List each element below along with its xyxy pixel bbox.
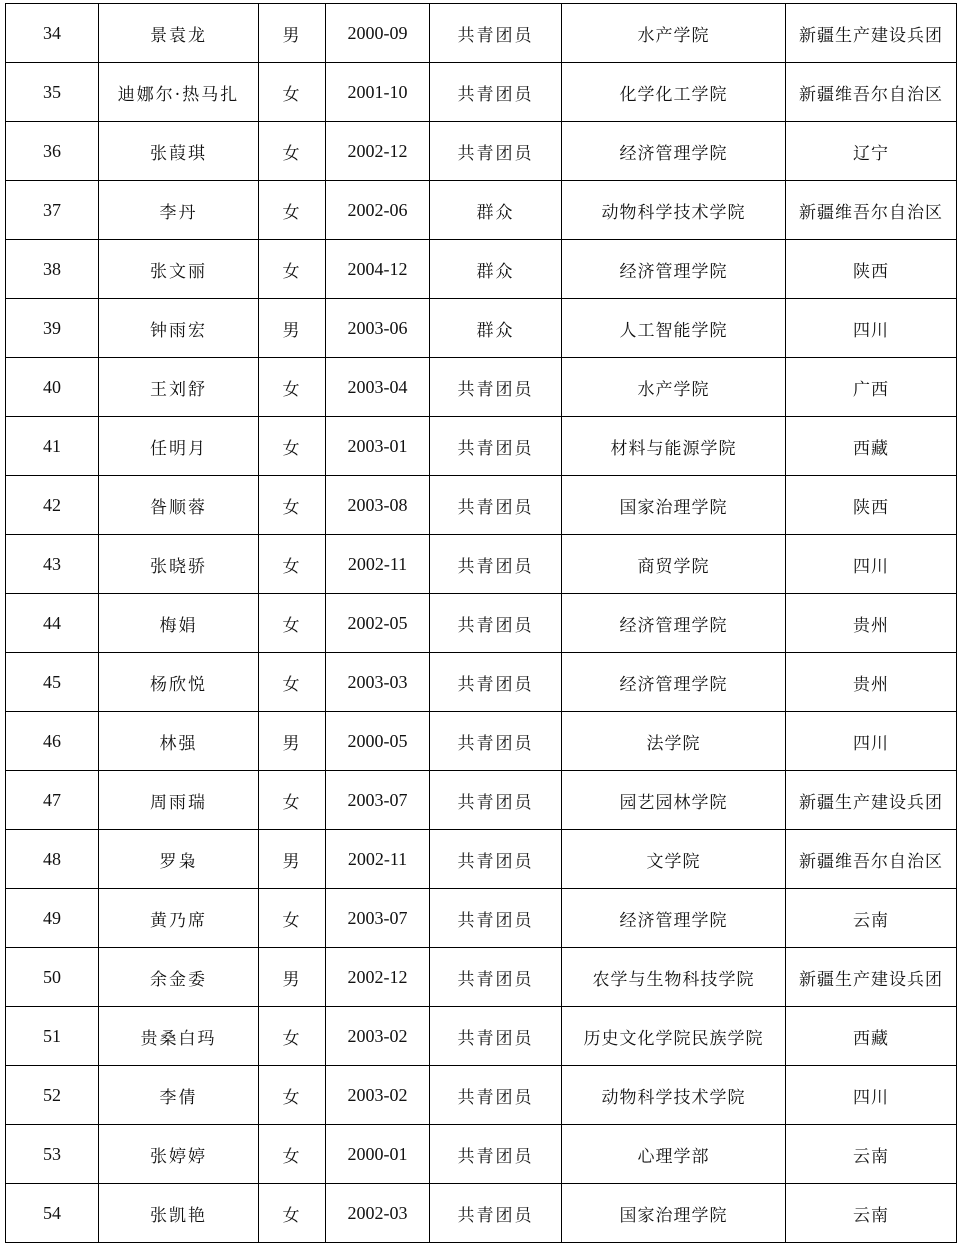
- political-status-cell: 共青团员: [430, 1184, 562, 1243]
- political-status-cell: 共青团员: [430, 535, 562, 594]
- college-cell: 法学院: [562, 712, 786, 771]
- political-status-cell: 共青团员: [430, 4, 562, 63]
- gender-cell: 男: [259, 299, 326, 358]
- table-row: [6, 476, 957, 535]
- row-number-cell: 38: [6, 240, 99, 299]
- row-number-cell: 54: [6, 1184, 99, 1243]
- region-cell: 陕西: [786, 240, 957, 299]
- gender-cell: 女: [259, 358, 326, 417]
- table-row: [6, 122, 957, 181]
- region-cell: 新疆生产建设兵团: [786, 948, 957, 1007]
- table-row: [6, 1066, 957, 1125]
- political-status-cell: 共青团员: [430, 1125, 562, 1184]
- college-cell: 经济管理学院: [562, 594, 786, 653]
- region-cell: 四川: [786, 712, 957, 771]
- table-row: [6, 594, 957, 653]
- gender-cell: 女: [259, 1066, 326, 1125]
- region-cell: 广西: [786, 358, 957, 417]
- birth-date-cell: 2003-01: [326, 417, 430, 476]
- gender-cell: 女: [259, 181, 326, 240]
- political-status-cell: 群众: [430, 299, 562, 358]
- political-status-cell: 共青团员: [430, 712, 562, 771]
- birth-date-cell: 2002-03: [326, 1184, 430, 1243]
- table-row: [6, 240, 957, 299]
- table-row: [6, 771, 957, 830]
- gender-cell: 女: [259, 771, 326, 830]
- college-cell: 人工智能学院: [562, 299, 786, 358]
- college-cell: 水产学院: [562, 358, 786, 417]
- political-status-cell: 共青团员: [430, 594, 562, 653]
- student-name-cell: 贵桑白玛: [99, 1007, 259, 1066]
- political-status-cell: 共青团员: [430, 771, 562, 830]
- birth-date-cell: 2000-01: [326, 1125, 430, 1184]
- row-number-cell: 49: [6, 889, 99, 948]
- birth-date-cell: 2002-05: [326, 594, 430, 653]
- gender-cell: 女: [259, 63, 326, 122]
- table-row: [6, 299, 957, 358]
- birth-date-cell: 2002-12: [326, 122, 430, 181]
- birth-date-cell: 2003-06: [326, 299, 430, 358]
- table-row: [6, 830, 957, 889]
- row-number-cell: 45: [6, 653, 99, 712]
- row-number-cell: 35: [6, 63, 99, 122]
- row-number-cell: 52: [6, 1066, 99, 1125]
- birth-date-cell: 2000-09: [326, 4, 430, 63]
- birth-date-cell: 2004-12: [326, 240, 430, 299]
- table-row: [6, 653, 957, 712]
- roster-sheet: [5, 3, 956, 1243]
- college-cell: 农学与生物科技学院: [562, 948, 786, 1007]
- table-row: [6, 417, 957, 476]
- birth-date-cell: 2002-11: [326, 830, 430, 889]
- political-status-cell: 共青团员: [430, 948, 562, 1007]
- college-cell: 商贸学院: [562, 535, 786, 594]
- political-status-cell: 共青团员: [430, 1066, 562, 1125]
- row-number-cell: 34: [6, 4, 99, 63]
- college-cell: 动物科学技术学院: [562, 181, 786, 240]
- college-cell: 化学化工学院: [562, 63, 786, 122]
- table-row: [6, 63, 957, 122]
- gender-cell: 女: [259, 889, 326, 948]
- gender-cell: 女: [259, 417, 326, 476]
- political-status-cell: 共青团员: [430, 358, 562, 417]
- birth-date-cell: 2003-07: [326, 889, 430, 948]
- roster-table: [5, 3, 957, 1243]
- political-status-cell: 共青团员: [430, 889, 562, 948]
- row-number-cell: 47: [6, 771, 99, 830]
- student-name-cell: 林强: [99, 712, 259, 771]
- political-status-cell: 共青团员: [430, 122, 562, 181]
- birth-date-cell: 2003-02: [326, 1007, 430, 1066]
- birth-date-cell: 2003-02: [326, 1066, 430, 1125]
- college-cell: 心理学部: [562, 1125, 786, 1184]
- row-number-cell: 36: [6, 122, 99, 181]
- table-row: [6, 712, 957, 771]
- row-number-cell: 44: [6, 594, 99, 653]
- region-cell: 辽宁: [786, 122, 957, 181]
- student-name-cell: 迪娜尔·热马扎: [99, 63, 259, 122]
- birth-date-cell: 2003-04: [326, 358, 430, 417]
- region-cell: 新疆维吾尔自治区: [786, 181, 957, 240]
- region-cell: 贵州: [786, 594, 957, 653]
- political-status-cell: 共青团员: [430, 417, 562, 476]
- region-cell: 云南: [786, 889, 957, 948]
- row-number-cell: 40: [6, 358, 99, 417]
- college-cell: 历史文化学院民族学院: [562, 1007, 786, 1066]
- table-row: [6, 358, 957, 417]
- region-cell: 陕西: [786, 476, 957, 535]
- table-row: [6, 1184, 957, 1243]
- gender-cell: 女: [259, 653, 326, 712]
- birth-date-cell: 2003-07: [326, 771, 430, 830]
- region-cell: 四川: [786, 1066, 957, 1125]
- college-cell: 文学院: [562, 830, 786, 889]
- row-number-cell: 51: [6, 1007, 99, 1066]
- region-cell: 西藏: [786, 417, 957, 476]
- student-name-cell: 昝顺蓉: [99, 476, 259, 535]
- gender-cell: 女: [259, 1007, 326, 1066]
- row-number-cell: 39: [6, 299, 99, 358]
- birth-date-cell: 2001-10: [326, 63, 430, 122]
- region-cell: 新疆维吾尔自治区: [786, 63, 957, 122]
- student-name-cell: 梅娟: [99, 594, 259, 653]
- table-row: [6, 535, 957, 594]
- birth-date-cell: 2002-12: [326, 948, 430, 1007]
- college-cell: 水产学院: [562, 4, 786, 63]
- region-cell: 四川: [786, 535, 957, 594]
- table-row: [6, 1125, 957, 1184]
- gender-cell: 女: [259, 1184, 326, 1243]
- region-cell: 西藏: [786, 1007, 957, 1066]
- political-status-cell: 群众: [430, 240, 562, 299]
- table-row: [6, 1007, 957, 1066]
- student-name-cell: 张葭琪: [99, 122, 259, 181]
- college-cell: 经济管理学院: [562, 653, 786, 712]
- student-name-cell: 张文丽: [99, 240, 259, 299]
- student-name-cell: 余金委: [99, 948, 259, 1007]
- student-name-cell: 王刘舒: [99, 358, 259, 417]
- gender-cell: 女: [259, 1125, 326, 1184]
- student-name-cell: 罗枭: [99, 830, 259, 889]
- student-name-cell: 张凯艳: [99, 1184, 259, 1243]
- row-number-cell: 46: [6, 712, 99, 771]
- region-cell: 云南: [786, 1125, 957, 1184]
- student-name-cell: 李倩: [99, 1066, 259, 1125]
- student-name-cell: 周雨瑞: [99, 771, 259, 830]
- college-cell: 动物科学技术学院: [562, 1066, 786, 1125]
- student-name-cell: 景袁龙: [99, 4, 259, 63]
- region-cell: 新疆生产建设兵团: [786, 4, 957, 63]
- region-cell: 新疆生产建设兵团: [786, 771, 957, 830]
- student-name-cell: 李丹: [99, 181, 259, 240]
- gender-cell: 女: [259, 122, 326, 181]
- row-number-cell: 41: [6, 417, 99, 476]
- table-row: [6, 948, 957, 1007]
- college-cell: 材料与能源学院: [562, 417, 786, 476]
- region-cell: 贵州: [786, 653, 957, 712]
- row-number-cell: 48: [6, 830, 99, 889]
- gender-cell: 男: [259, 830, 326, 889]
- student-name-cell: 黄乃席: [99, 889, 259, 948]
- student-name-cell: 张婷婷: [99, 1125, 259, 1184]
- row-number-cell: 42: [6, 476, 99, 535]
- region-cell: 新疆维吾尔自治区: [786, 830, 957, 889]
- college-cell: 园艺园林学院: [562, 771, 786, 830]
- region-cell: 四川: [786, 299, 957, 358]
- student-name-cell: 任明月: [99, 417, 259, 476]
- gender-cell: 男: [259, 4, 326, 63]
- table-row: [6, 181, 957, 240]
- political-status-cell: 群众: [430, 181, 562, 240]
- row-number-cell: 53: [6, 1125, 99, 1184]
- row-number-cell: 50: [6, 948, 99, 1007]
- birth-date-cell: 2002-11: [326, 535, 430, 594]
- region-cell: 云南: [786, 1184, 957, 1243]
- college-cell: 经济管理学院: [562, 240, 786, 299]
- birth-date-cell: 2003-08: [326, 476, 430, 535]
- student-name-cell: 张晓骄: [99, 535, 259, 594]
- college-cell: 经济管理学院: [562, 889, 786, 948]
- table-row: [6, 4, 957, 63]
- college-cell: 国家治理学院: [562, 476, 786, 535]
- table-row: [6, 889, 957, 948]
- row-number-cell: 37: [6, 181, 99, 240]
- gender-cell: 女: [259, 535, 326, 594]
- political-status-cell: 共青团员: [430, 63, 562, 122]
- gender-cell: 女: [259, 594, 326, 653]
- birth-date-cell: 2003-03: [326, 653, 430, 712]
- gender-cell: 女: [259, 476, 326, 535]
- gender-cell: 男: [259, 948, 326, 1007]
- college-cell: 国家治理学院: [562, 1184, 786, 1243]
- political-status-cell: 共青团员: [430, 653, 562, 712]
- gender-cell: 女: [259, 240, 326, 299]
- political-status-cell: 共青团员: [430, 830, 562, 889]
- student-name-cell: 杨欣悦: [99, 653, 259, 712]
- roster-table-body: [6, 4, 957, 1243]
- political-status-cell: 共青团员: [430, 476, 562, 535]
- birth-date-cell: 2000-05: [326, 712, 430, 771]
- row-number-cell: 43: [6, 535, 99, 594]
- political-status-cell: 共青团员: [430, 1007, 562, 1066]
- student-name-cell: 钟雨宏: [99, 299, 259, 358]
- birth-date-cell: 2002-06: [326, 181, 430, 240]
- college-cell: 经济管理学院: [562, 122, 786, 181]
- gender-cell: 男: [259, 712, 326, 771]
